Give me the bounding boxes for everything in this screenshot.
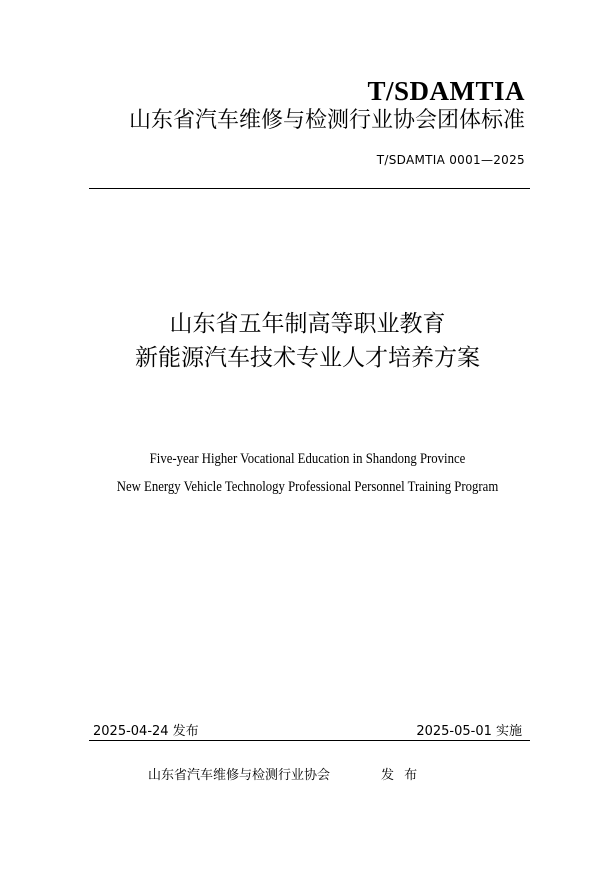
implementation-date: 2025-05-01 实施	[416, 724, 522, 739]
title-chinese-line-1: 山东省五年制高等职业教育	[169, 311, 446, 337]
document-number: T/SDAMTIA 0001—2025	[376, 153, 525, 167]
org-code: T/SDAMTIA	[367, 76, 525, 106]
issue-label: 发 布	[381, 768, 418, 783]
issuer-name: 山东省汽车维修与检测行业协会	[148, 768, 331, 783]
title-english-line-2: New Energy Vehicle Technology Professional Personnel Training Program	[116, 479, 499, 495]
title-chinese-line-2: 新能源汽车技术专业人才培养方案	[135, 345, 480, 371]
title-english-line-1: Five-year Higher Vocational Education in Shandong Province	[149, 451, 466, 467]
footer-divider	[89, 740, 530, 741]
publish-date: 2025-04-24 发布	[93, 724, 199, 739]
header-divider	[89, 188, 530, 189]
standard-type: 山东省汽车维修与检测行业协会团体标准	[128, 108, 525, 133]
